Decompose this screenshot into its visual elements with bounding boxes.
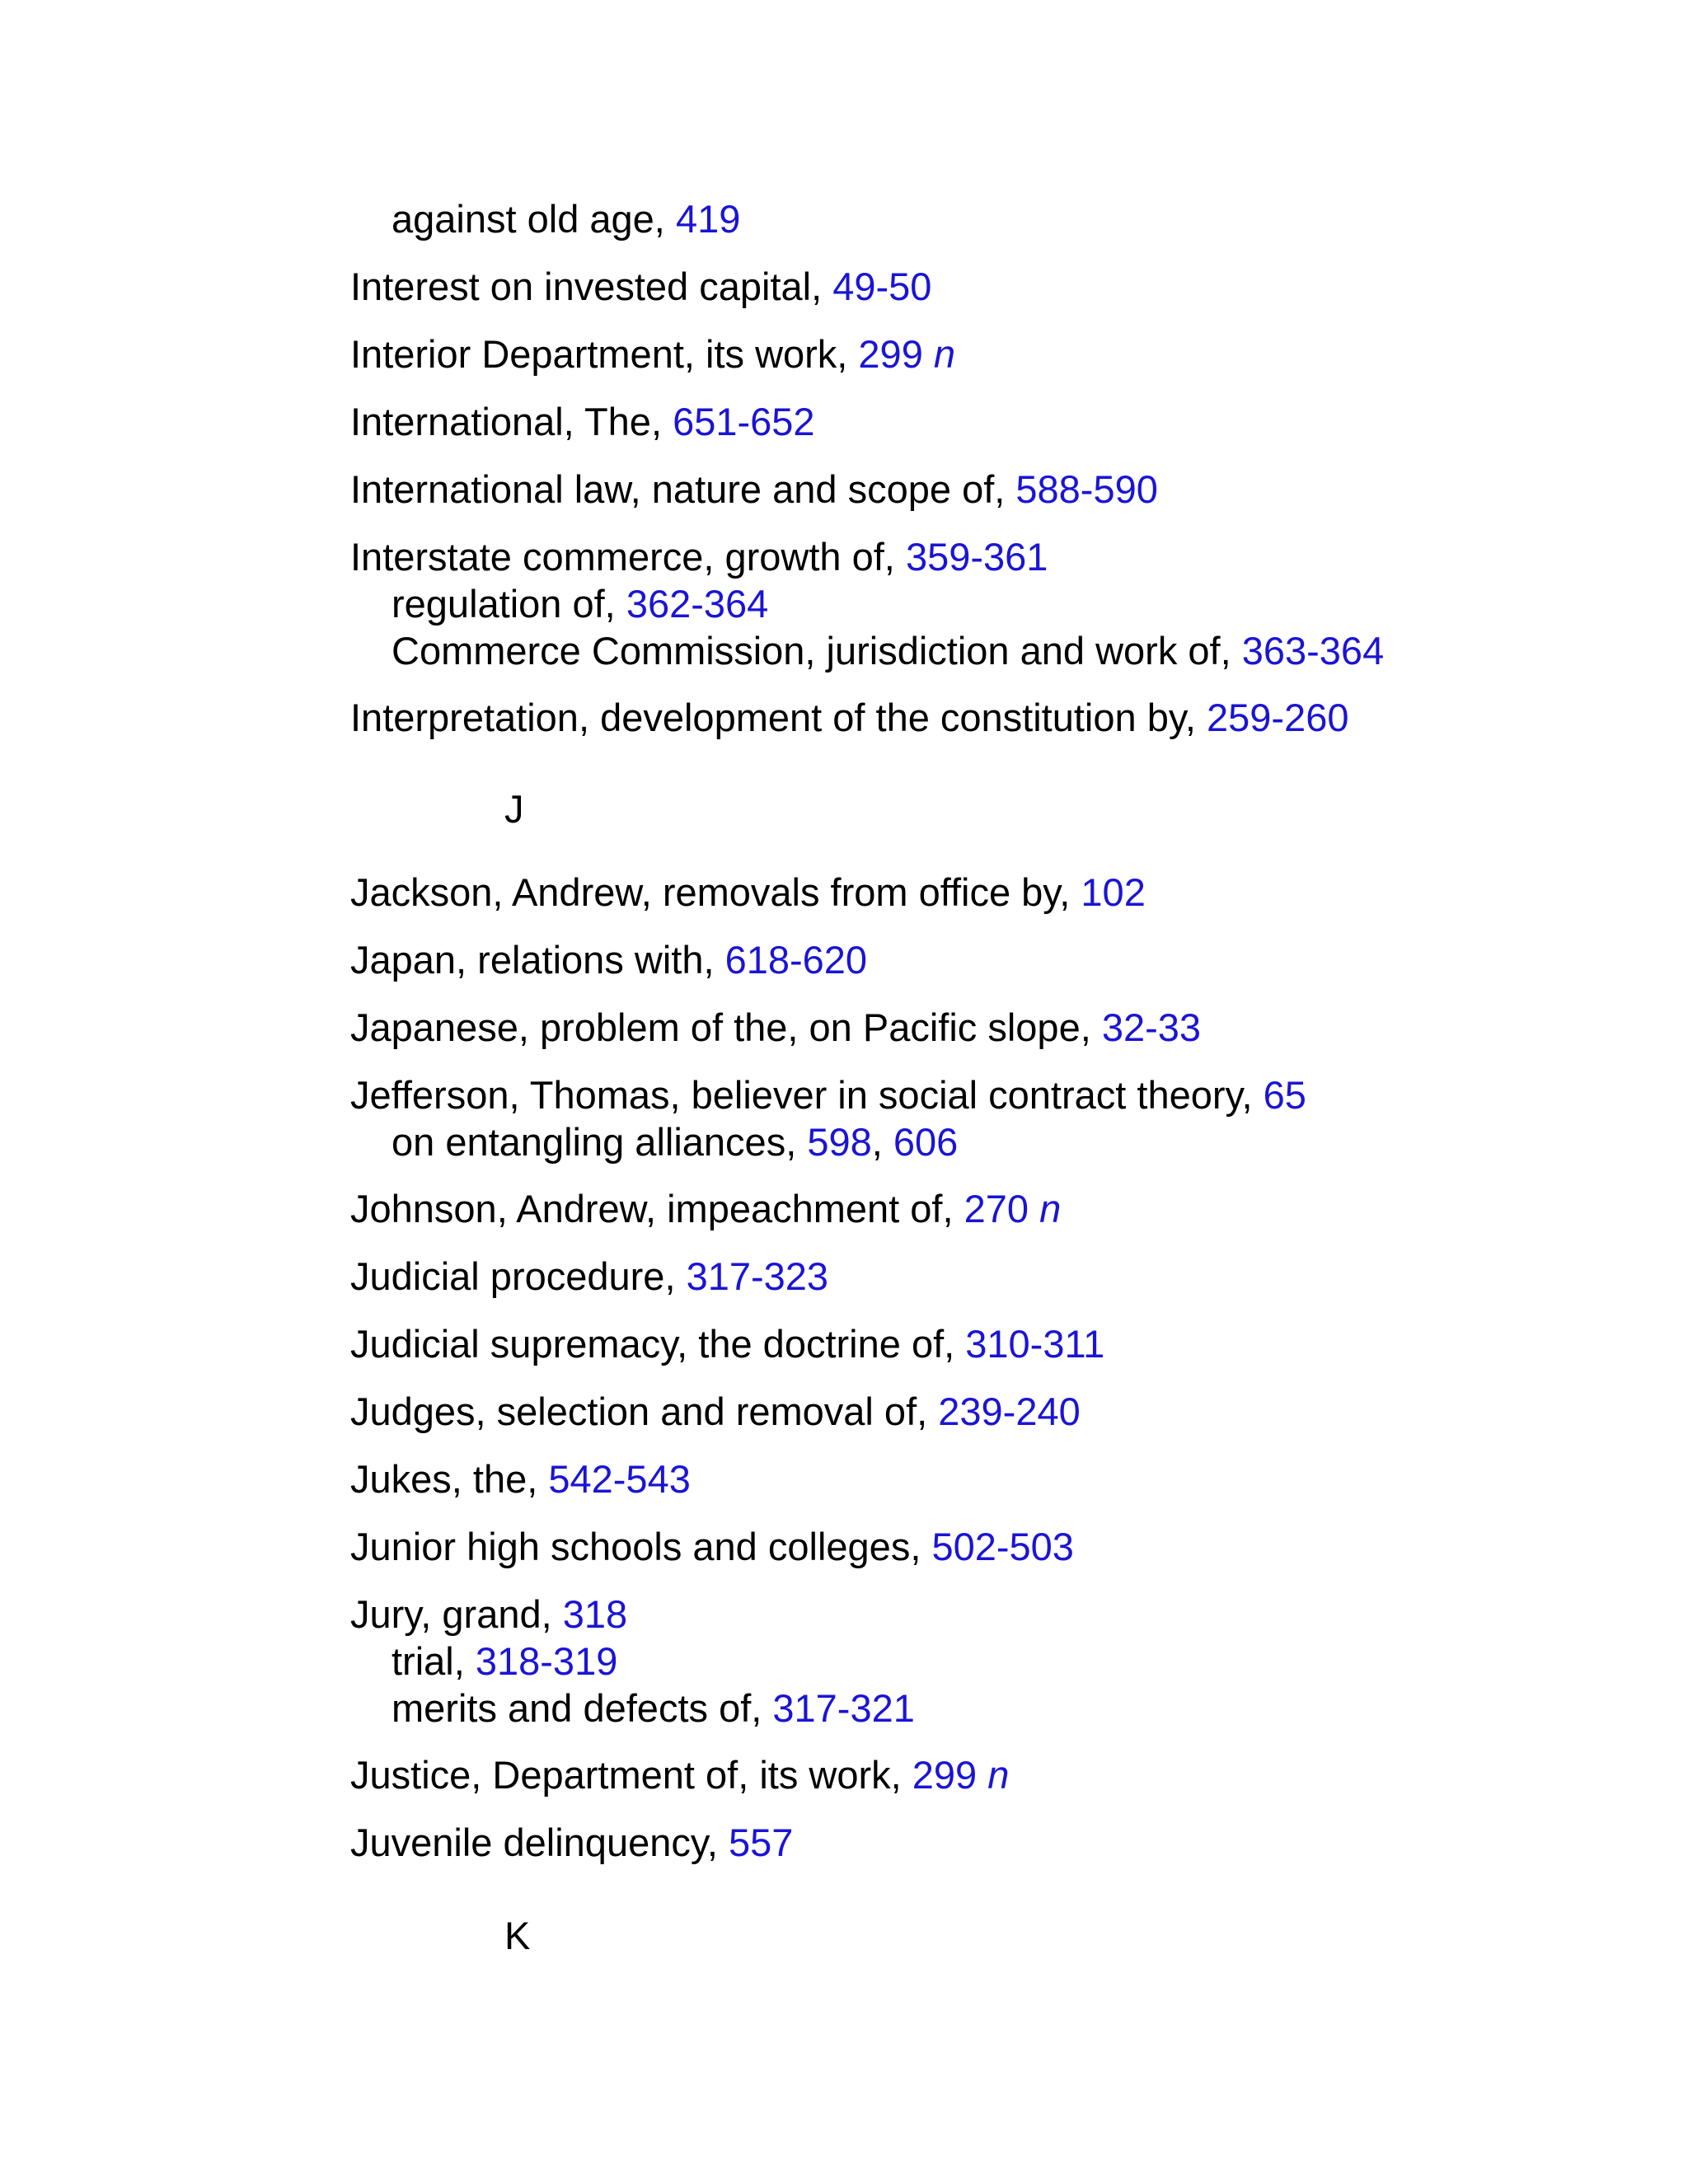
page-ref-link[interactable]: 65 (1263, 1073, 1306, 1117)
entry-text: Justice, Department of, its work, (350, 1753, 912, 1797)
index-heading (350, 1388, 1081, 1435)
entry-text: Interstate commerce, growth of, (350, 535, 906, 579)
index-entry (350, 936, 867, 983)
page-ref-link[interactable]: 651-652 (673, 400, 815, 443)
index-entry (350, 1185, 1061, 1232)
page-ref-link[interactable]: 318-319 (475, 1639, 618, 1683)
index-heading (350, 466, 1158, 513)
index-entry (350, 466, 1158, 513)
index-heading (350, 1004, 1201, 1051)
entry-text: Juvenile delinquency, (350, 1821, 729, 1864)
entry-text: trial, (392, 1639, 476, 1683)
index-entry (350, 1253, 828, 1300)
footnote-marker: n (1039, 1187, 1062, 1230)
index-entry (350, 1320, 1104, 1367)
index-subentry (350, 1685, 915, 1732)
index-entry (350, 1751, 1009, 1798)
page-ref-link[interactable]: 557 (728, 1821, 794, 1864)
index-heading (350, 398, 815, 445)
entry-text: Judicial supremacy, the doctrine of, (350, 1322, 966, 1366)
page-ref-link[interactable]: 606 (893, 1120, 959, 1164)
index-subentry: on entangling alliances, 598, 606 (392, 1120, 959, 1164)
entry-text: regulation of, (392, 582, 626, 626)
entry-text: International, The, (350, 400, 673, 443)
entry-text: Jefferson, Thomas, believer in social contract theory, (350, 1073, 1264, 1117)
index-entry (350, 1455, 691, 1502)
entry-text: Interior Department, its work, (350, 332, 859, 376)
index-entry (350, 330, 955, 377)
entry-text: Interest on invested capital, (350, 265, 833, 308)
index-heading (350, 936, 867, 983)
section-letter-j: J (504, 787, 524, 831)
entry-text: against old age, (392, 197, 676, 241)
index-heading (350, 1185, 1061, 1232)
page-ref-link[interactable]: 239-240 (938, 1390, 1081, 1433)
index-heading (350, 1523, 1074, 1570)
index-subentry (350, 1638, 915, 1685)
section-letter-k: K (504, 1914, 531, 1957)
page-ref-link[interactable]: 310-311 (965, 1322, 1105, 1366)
page-ref-link[interactable]: 299 (858, 332, 923, 376)
index-entry (350, 1071, 1306, 1165)
index-entry (350, 195, 740, 242)
page-ref-link[interactable]: 102 (1081, 870, 1146, 914)
page-ref-link[interactable]: 502-503 (931, 1525, 1074, 1568)
page-ref-link[interactable]: 317-321 (772, 1686, 915, 1730)
entry-text: Jury, grand, (350, 1592, 563, 1636)
page-ref-link[interactable]: 618-620 (724, 938, 868, 982)
entry-text: Junior high schools and colleges, (350, 1525, 932, 1568)
page-ref-link[interactable]: 259-260 (1206, 696, 1349, 739)
entry-text: merits and defects of, (392, 1686, 773, 1730)
index-subentry (350, 627, 1384, 674)
index-entry (350, 1388, 1081, 1435)
index-subentry (350, 580, 1384, 627)
page-ref-link[interactable]: 49-50 (832, 265, 932, 308)
page-ref-link[interactable]: 542-543 (548, 1457, 691, 1501)
entry-text: Japan, relations with, (350, 938, 725, 982)
index-heading (350, 1455, 691, 1502)
index-heading (350, 263, 931, 310)
index-entry (350, 694, 1348, 741)
page-ref-link[interactable]: 318 (562, 1592, 628, 1636)
index-entry (350, 533, 1384, 674)
index-entry (350, 398, 815, 445)
index-heading (350, 694, 1348, 741)
page-ref-link[interactable]: 270 (964, 1187, 1029, 1230)
entry-text: on entangling alliances, (392, 1120, 808, 1164)
index-entry (350, 1004, 1201, 1051)
index-heading (350, 1320, 1104, 1367)
index-heading (350, 1071, 1306, 1118)
entry-text: Judicial procedure, (350, 1254, 687, 1298)
page-ref-link[interactable]: 32-33 (1101, 1005, 1202, 1049)
footnote-marker: n (987, 1753, 1010, 1797)
index-heading (350, 1253, 828, 1300)
index-heading (350, 869, 1146, 916)
entry-text: International law, nature and scope of, (350, 467, 1016, 511)
entry-text: Commerce Commission, jurisdiction and work of, (392, 629, 1242, 673)
page-ref-link[interactable]: 598 (807, 1120, 872, 1164)
index-heading (350, 1751, 1009, 1798)
index-entry (350, 263, 931, 310)
entry-text: Johnson, Andrew, impeachment of, (350, 1187, 964, 1230)
entry-text: Jackson, Andrew, removals from office by, (350, 870, 1081, 914)
index-heading (350, 330, 955, 377)
index-subentry (350, 195, 740, 242)
index-entry (350, 1819, 793, 1866)
index-heading (350, 1591, 915, 1638)
entry-text: Judges, selection and removal of, (350, 1390, 939, 1433)
entry-text: Jukes, the, (350, 1457, 549, 1501)
page-ref-link[interactable]: 317-323 (686, 1254, 829, 1298)
index-heading (350, 533, 1384, 580)
index-heading (350, 1819, 793, 1866)
page-ref-link[interactable]: 588-590 (1015, 467, 1158, 511)
index-entry (350, 1591, 915, 1732)
page-ref-link[interactable]: 363-364 (1241, 629, 1385, 673)
page-ref-link[interactable]: 419 (675, 197, 741, 241)
index-entry (350, 1523, 1074, 1570)
entry-text: Interpretation, development of the constitution by, (350, 696, 1207, 739)
page-ref-link[interactable]: 299 (912, 1753, 978, 1797)
page-ref-link[interactable]: 359-361 (905, 535, 1048, 579)
page-ref-link[interactable]: 362-364 (626, 582, 769, 626)
entry-text: Japanese, problem of the, on Pacific slope, (350, 1005, 1102, 1049)
index-entry (350, 869, 1146, 916)
footnote-marker: n (933, 332, 956, 376)
